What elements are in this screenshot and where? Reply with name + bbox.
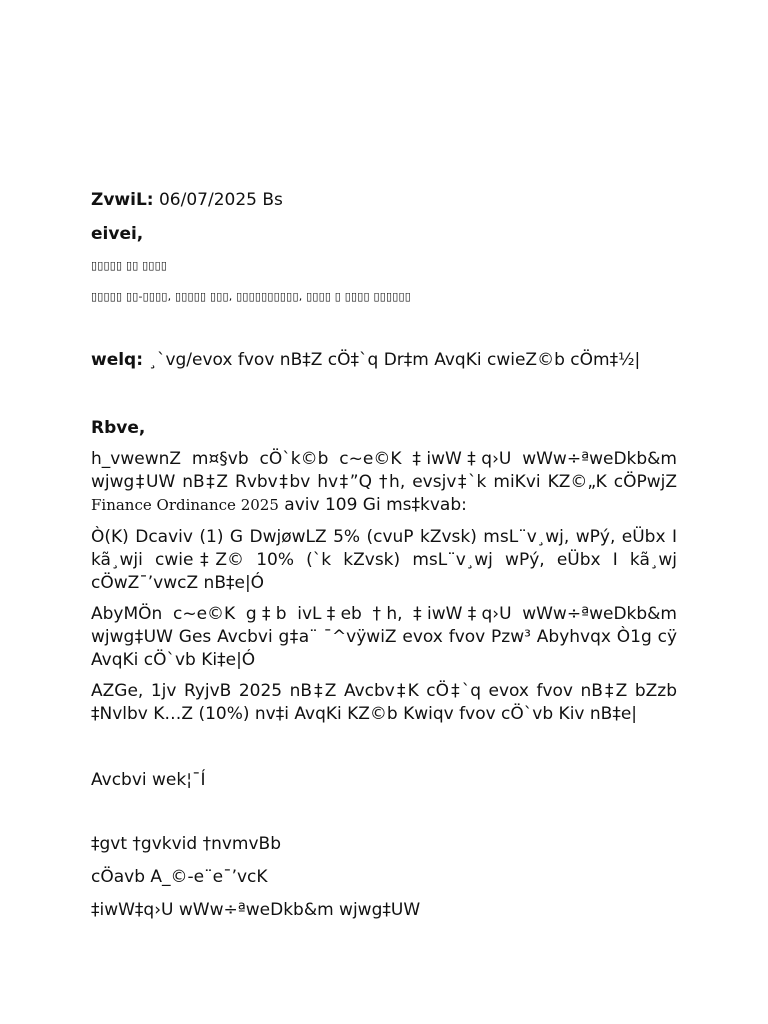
date-value: 06/07/2025 Bs bbox=[158, 190, 283, 210]
finance-ordinance-reference: Finance Ordinance 2025 bbox=[91, 496, 279, 514]
date-line bbox=[91, 190, 283, 210]
recipient-address: ▯▯▯▯▯ ▯▯-▯▯▯▯, ▯▯▯▯▯ ▯▯▯, ▯▯▯▯▯▯▯▯▯▯, ▯▯▯▯ ▯ ▯▯▯▯ ▯▯▯▯▯▯ bbox=[91, 290, 411, 303]
signatory-title: cÖavb A_©-e¨e¯’vcK bbox=[91, 867, 268, 887]
subject-label: welq: bbox=[91, 350, 144, 370]
closing: Avcbvi wek¦¯Í bbox=[91, 770, 206, 790]
subject-line bbox=[91, 350, 640, 370]
body-paragraph-3: AbyMÖn c~e©K g‡b ivL‡eb †h, ‡iwW‡q›U wWw÷ªweDkb&m wjwg‡UW Ges Avcbvi g‡a¨ ¯^vÿwiZ evox fvov Pzw³ Abyhvqx Ò1g cÿ AvqKi cÖ`vb Ki‡e|Ó bbox=[91, 604, 677, 670]
date-label: ZvwiL: bbox=[91, 190, 154, 210]
greeting: Rbve, bbox=[91, 418, 146, 438]
salutation: eivei, bbox=[91, 224, 144, 244]
body-paragraph-2: Ò(K) Dcaviv (1) G DwjøwLZ 5% (cvuP kZvsk) msL¨v¸wj, wPý, eÜbx I kã¸wji cwie‡Z© 10% (`k kZvsk) msL¨v¸wj wPý, eÜbx I kã¸wj cÖwZ¯’vwcZ nB‡e|Ó bbox=[91, 527, 677, 593]
para1-text-a: h_vwewnZ m¤§vb cÖ`k©b c~e©K ‡iwW‡q›U wWw÷ªweDkb&m wjwg‡UW nB‡Z Rvbv‡bv hv‡”Q †h, evsjv‡`k miKvi KZ©„K cÖPwjZ bbox=[91, 449, 677, 492]
recipient-name: ▯▯▯▯▯ ▯▯ ▯▯▯▯ bbox=[91, 259, 168, 272]
signatory-company: ‡iwW‡q›U wWw÷ªweDkb&m wjwg‡UW bbox=[91, 900, 421, 920]
para1-text-b: aviv 109 Gi ms‡kvab: bbox=[284, 495, 467, 515]
body-paragraph-4: AZGe, 1jv RyjvB 2025 nB‡Z Avcbv‡K cÖ‡`q evox fvov nB‡Z bZzb ‡Nvlbv K…Z (10%) nv‡i AvqKi KZ©b Kwiqv fvov cÖ`vb Kiv nB‡e| bbox=[91, 681, 677, 724]
signatory-name: ‡gvt †gvkvid †nvmvBb bbox=[91, 834, 282, 854]
body-paragraph-1 bbox=[91, 448, 677, 517]
subject-text: ¸`vg/evox fvov nB‡Z cÖ‡`q Dr‡m AvqKi cwieZ©b cÖm‡½| bbox=[148, 350, 641, 370]
